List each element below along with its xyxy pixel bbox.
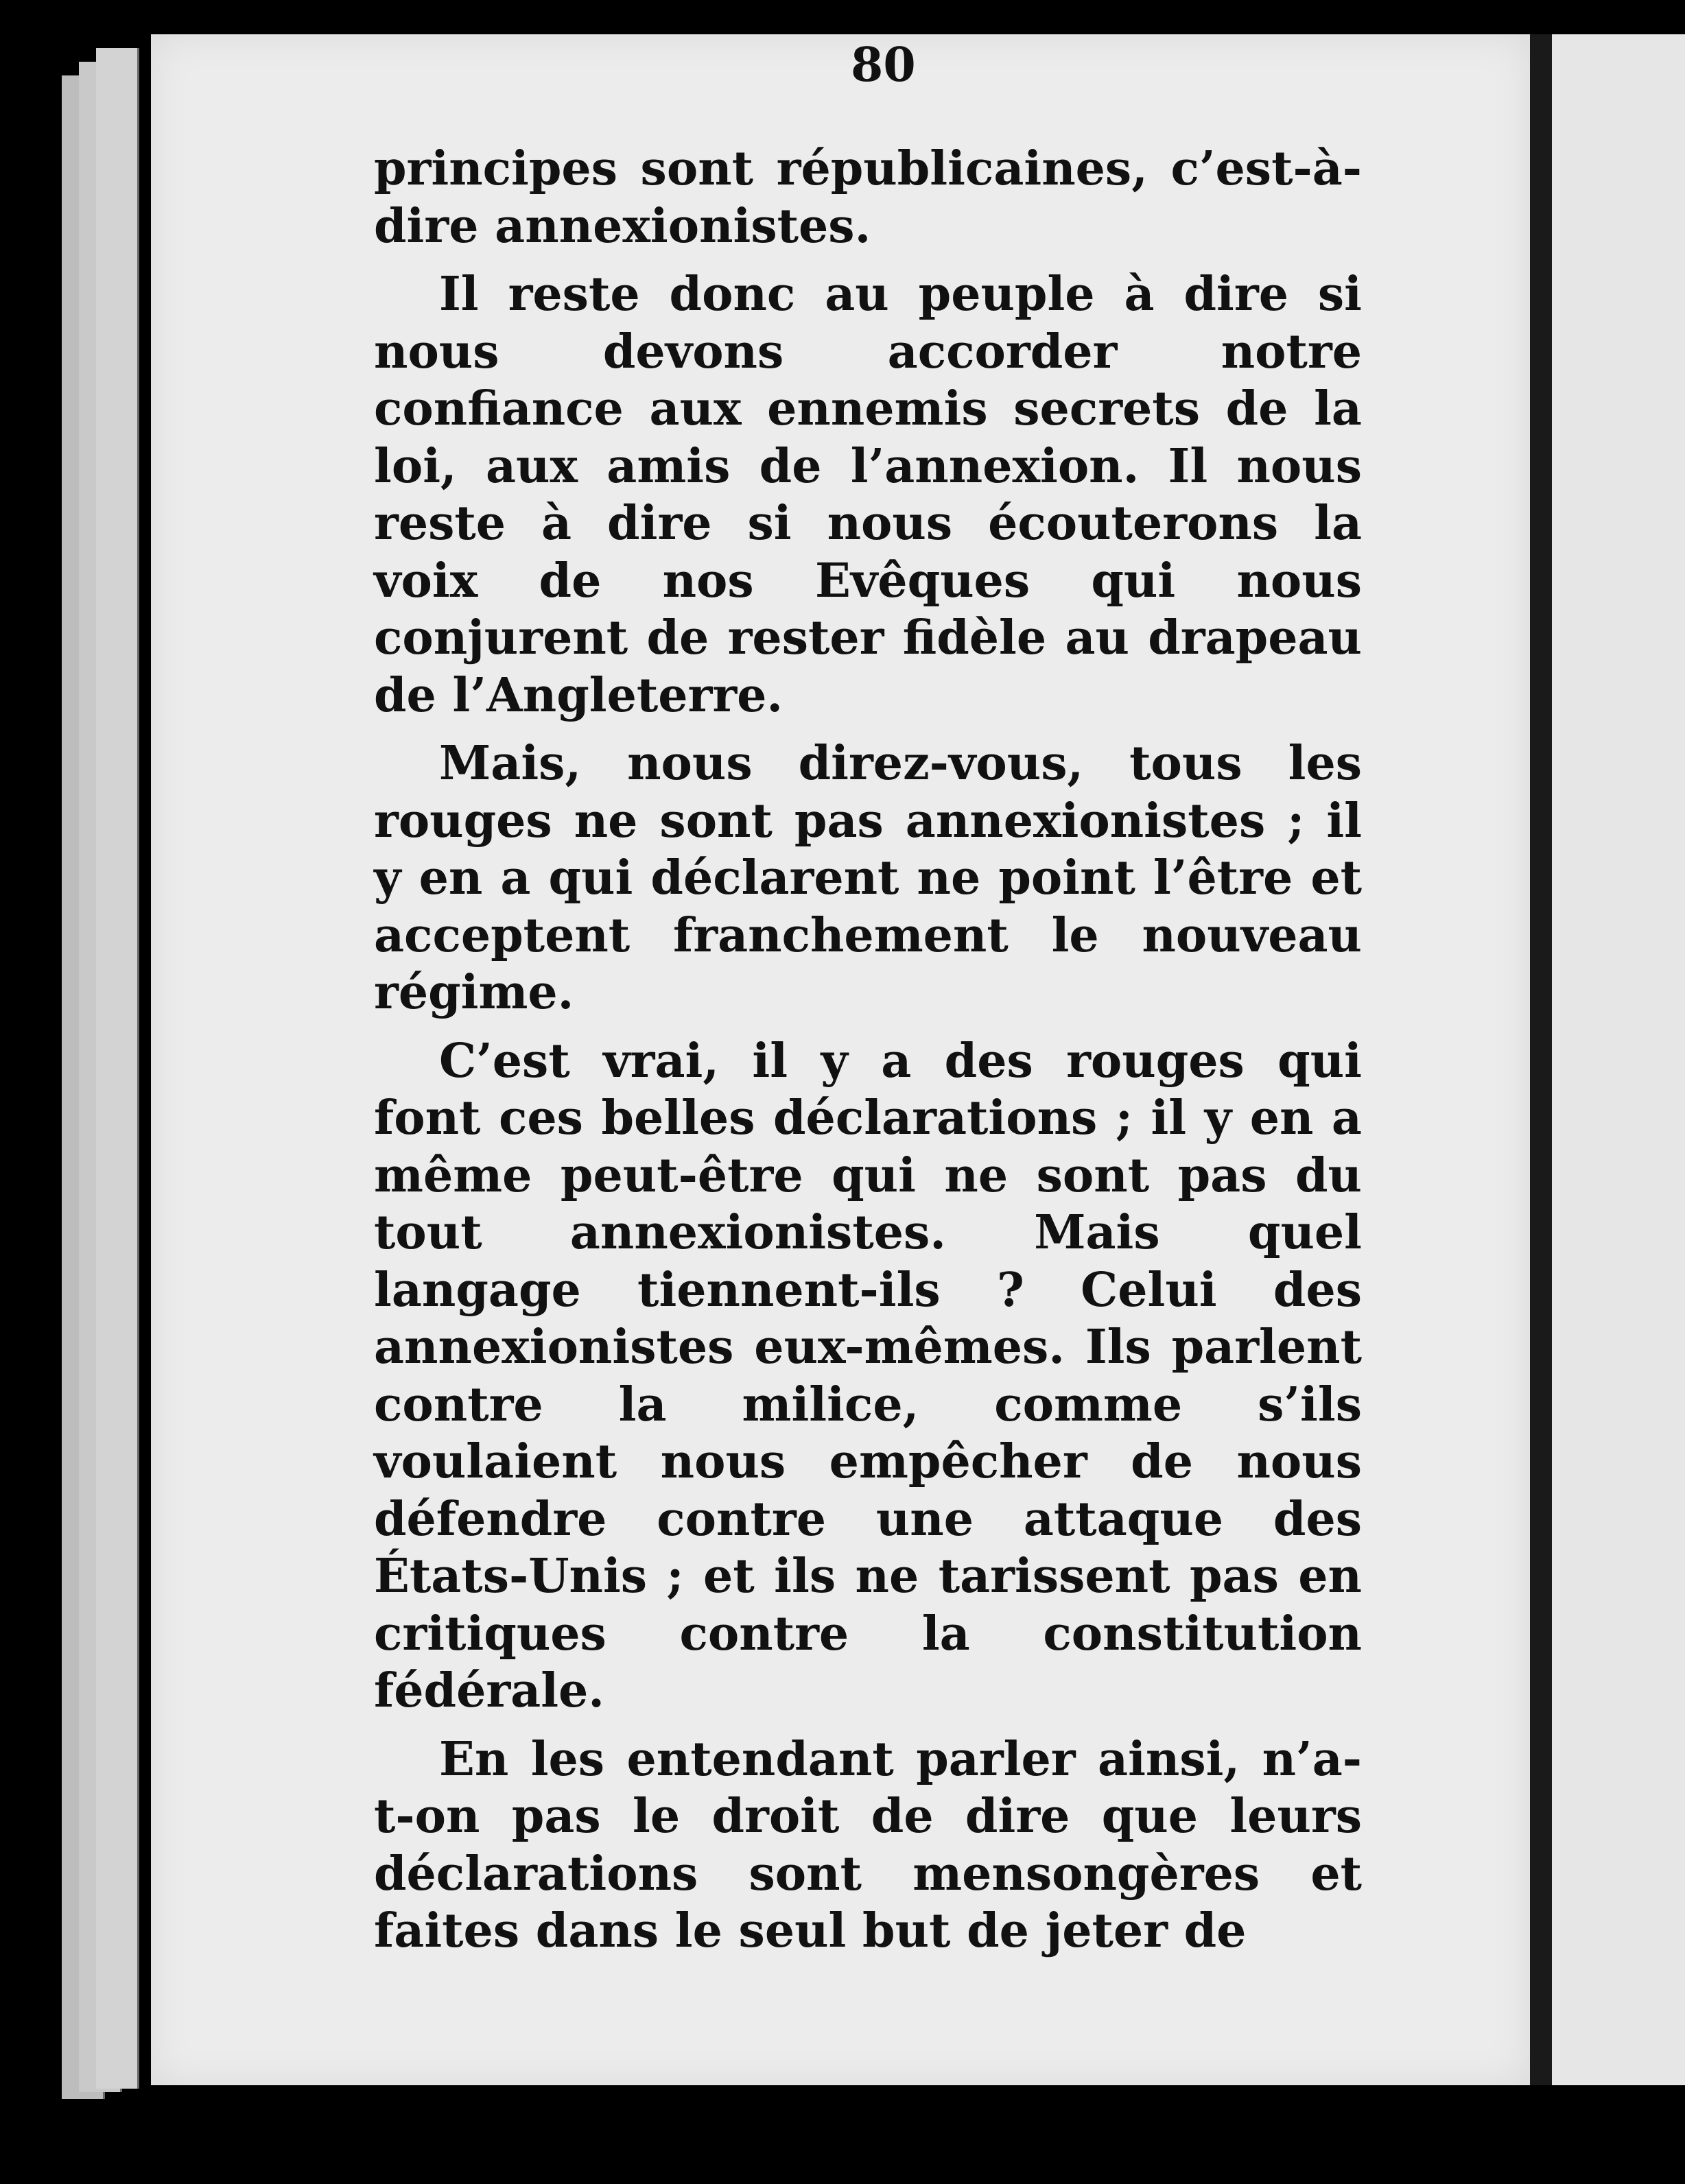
facing-page (1552, 34, 1685, 2085)
paragraph: principes sont républicaines, c’est-à-dire annexionistes. (374, 141, 1362, 254)
paragraph: Il reste donc au peuple à dire si nous devons accorder notre confiance aux ennemis secrets de la loi, aux amis de l’annexion. Il nous reste à dire si nous écouterons la voix de nos Evêques qui nous conjurent de rester fidèle au drapeau de l’Angleterre. (374, 267, 1362, 723)
paragraph: Mais, nous direz-vous, tous les rouges ne sont pas annexionistes ; il y en a qui déclarent ne point l’être et acceptent franchement le nouveau régime. (374, 736, 1362, 1020)
page-text (374, 141, 1362, 1971)
page-edge (96, 48, 139, 2089)
paragraph: C’est vrai, il y a des rouges qui font ces belles déclarations ; il y en a même peut-être qui ne sont pas du tout annexionistes. Mais quel langage tiennent-ils ? Celui des annexionistes eux-mêmes. Ils parlent contre la milice, comme s’ils voulaient nous empêcher de nous défendre contre une attaque des États-Unis ; et ils ne tarissent pas en critiques contre la constitution fédérale. (374, 1033, 1362, 1718)
book-gutter (1530, 34, 1552, 2085)
page-number: 80 (851, 38, 916, 93)
paragraph: En les entendant parler ainsi, n’a-t-on pas le droit de dire que leurs déclarations sont mensongères et faites dans le seul but de jeter de (374, 1731, 1362, 1958)
